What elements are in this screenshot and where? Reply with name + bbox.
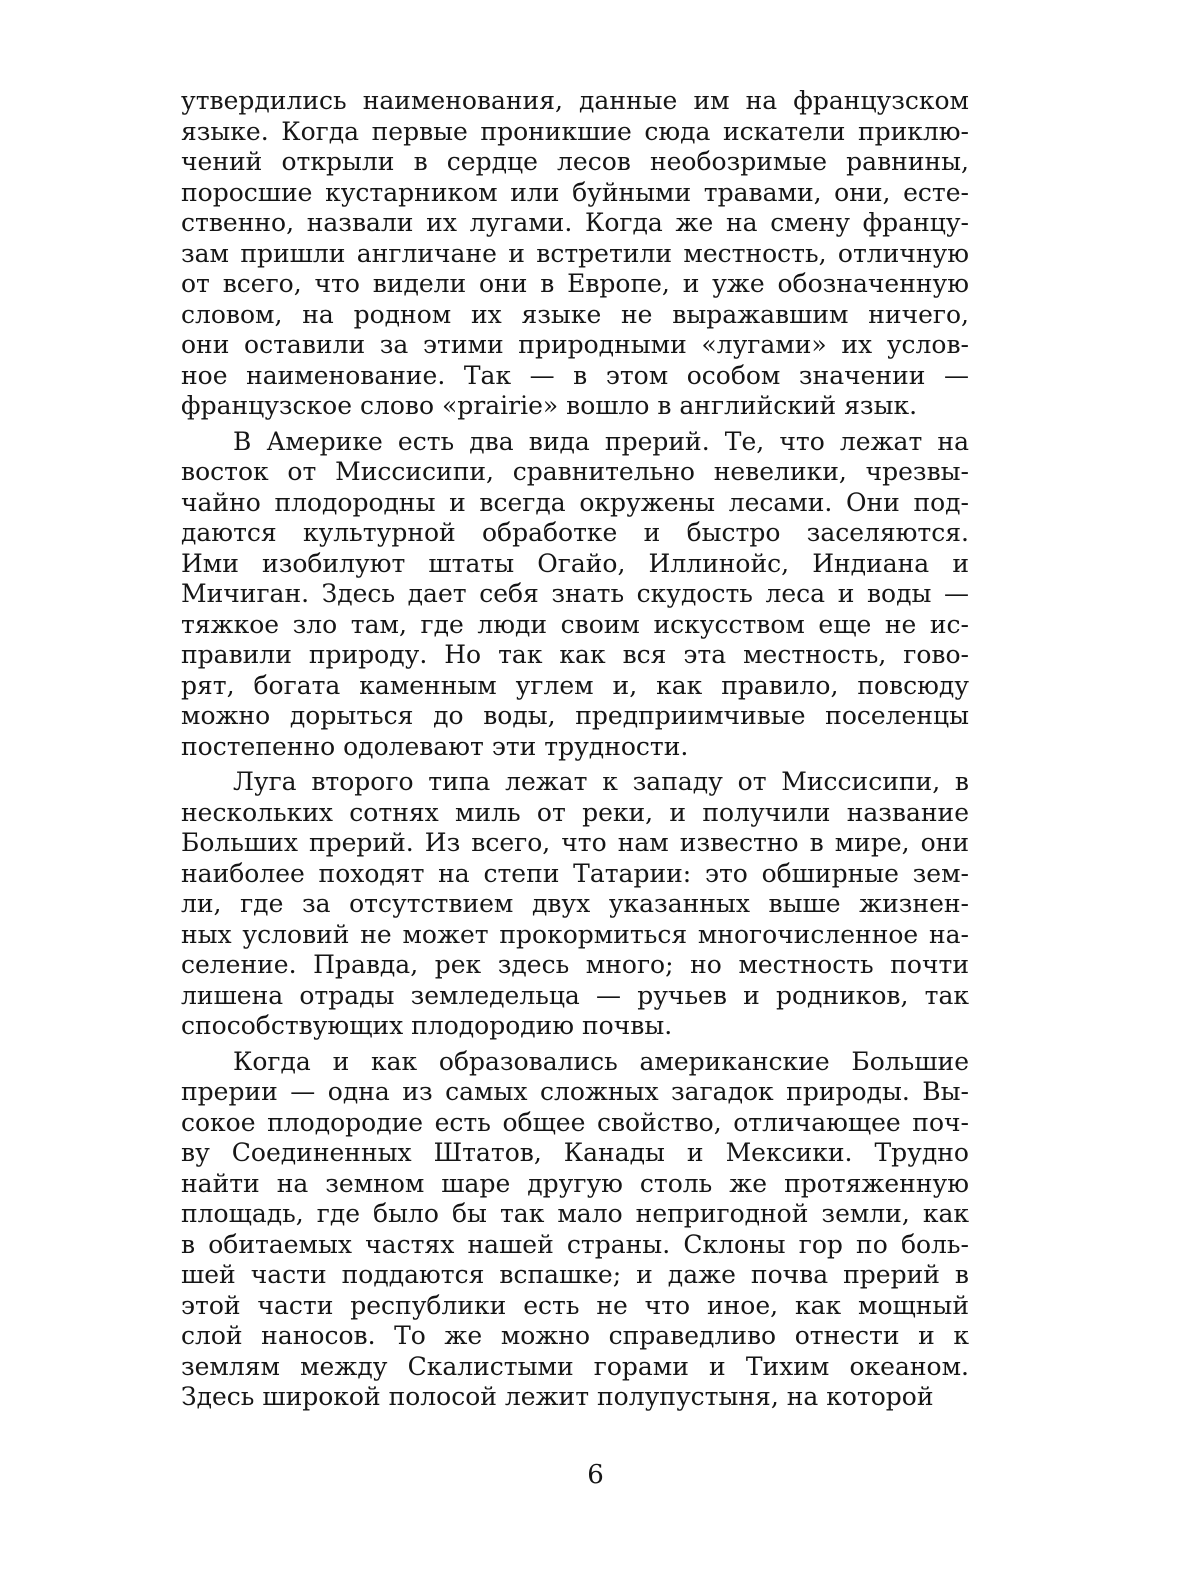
text-line: чайно плодородны и всегда окружены лесами. Они под- bbox=[181, 487, 969, 517]
text-line: наиболее походят на степи Татарии: это обширные зем- bbox=[181, 858, 969, 888]
page-text bbox=[181, 86, 969, 1413]
paragraph-2 bbox=[181, 427, 969, 763]
text-line: В Америке есть два вида прерий. Те, что лежат на bbox=[233, 426, 969, 456]
text-line: даются культурной обработке и быстро заселяются. bbox=[181, 518, 969, 547]
text-line: Здесь широкой полосой лежит полупустыня, на которой bbox=[181, 1382, 934, 1411]
text-line: землям между Скалистыми горами и Тихим океаном. bbox=[181, 1351, 969, 1381]
text-line: утвердились наименования, данные им на французском bbox=[181, 86, 969, 115]
paragraph-1 bbox=[181, 86, 969, 422]
text-line: этой части республики есть не что иное, как мощный bbox=[181, 1290, 969, 1320]
text-line: в обитаемых частях нашей страны. Склоны гор по боль- bbox=[181, 1229, 969, 1259]
text-line: селение. Правда, рек здесь много; но местность почти bbox=[181, 950, 969, 979]
text-line: французское слово «prairie» вошло в английский язык. bbox=[181, 391, 918, 420]
text-line: ных условий не может прокормиться многочисленное на- bbox=[181, 919, 969, 949]
text-line: чений открыли в сердце лесов необозримые равнины, bbox=[181, 147, 969, 176]
text-line: Ими изобилуют штаты Огайо, Иллинойс, Индиана и bbox=[181, 548, 969, 578]
text-line: словом, на родном их языке не выражавшим ничего, bbox=[181, 299, 969, 329]
text-line: лишена отрады земледельца — ручьев и родников, так bbox=[181, 980, 969, 1010]
text-line: Луга второго типа лежат к западу от Миссисипи, в bbox=[233, 767, 969, 796]
text-line: слой наносов. То же можно справедливо отнести и к bbox=[181, 1321, 969, 1350]
text-line: рят, богата каменным углем и, как правило, повсюду bbox=[181, 670, 969, 700]
text-line: найти на земном шаре другую столь же протяженную bbox=[181, 1168, 969, 1198]
text-line: Мичиган. Здесь дает себя знать скудость леса и воды — bbox=[181, 579, 969, 608]
text-line: ственно, назвали их лугами. Когда же на смену францу- bbox=[181, 208, 969, 237]
text-line: поросшие кустарником или буйными травами, они, есте- bbox=[181, 177, 969, 207]
text-line: ли, где за отсутствием двух указанных выше жизнен- bbox=[181, 889, 969, 918]
text-line: Больших прерий. Из всего, что нам известно в мире, они bbox=[181, 828, 969, 857]
paragraph-4 bbox=[181, 1047, 969, 1413]
text-line: языке. Когда первые проникшие сюда искатели приклю- bbox=[181, 116, 969, 146]
text-line: зам пришли англичане и встретили местность, отличную bbox=[181, 238, 969, 268]
text-line: сокое плодородие есть общее свойство, отличающее поч- bbox=[181, 1107, 969, 1137]
text-line: ное наименование. Так — в этом особом значении — bbox=[181, 360, 969, 390]
text-line: тяжкое зло там, где люди своим искусством еще не ис- bbox=[181, 609, 969, 639]
text-line: от всего, что видели они в Европе, и уже обозначенную bbox=[181, 269, 969, 298]
page-number: 6 bbox=[587, 1460, 604, 1490]
text-line: восток от Миссисипи, сравнительно невелики, чрезвы- bbox=[181, 457, 969, 486]
text-line: прерии — одна из самых сложных загадок природы. Вы- bbox=[181, 1077, 969, 1106]
text-line: Когда и как образовались американские Большие bbox=[233, 1046, 969, 1076]
text-line: шей части поддаются вспашке; и даже почва прерий в bbox=[181, 1260, 969, 1289]
text-line: нескольких сотнях миль от реки, и получили название bbox=[181, 797, 969, 827]
text-line: способствующих плодородию почвы. bbox=[181, 1011, 673, 1040]
text-line: они оставили за этими природными «лугами» их услов- bbox=[181, 330, 969, 359]
text-line: постепенно одолевают эти трудности. bbox=[181, 731, 689, 761]
text-line: правили природу. Но так как вся эта местность, гово- bbox=[181, 640, 969, 669]
text-line: можно дорыться до воды, предприимчивые поселенцы bbox=[181, 701, 969, 730]
text-line: ву Соединенных Штатов, Канады и Мексики. Трудно bbox=[181, 1138, 969, 1167]
text-line: площадь, где было бы так мало непригодной земли, как bbox=[181, 1199, 969, 1228]
paragraph-3 bbox=[181, 767, 969, 1042]
